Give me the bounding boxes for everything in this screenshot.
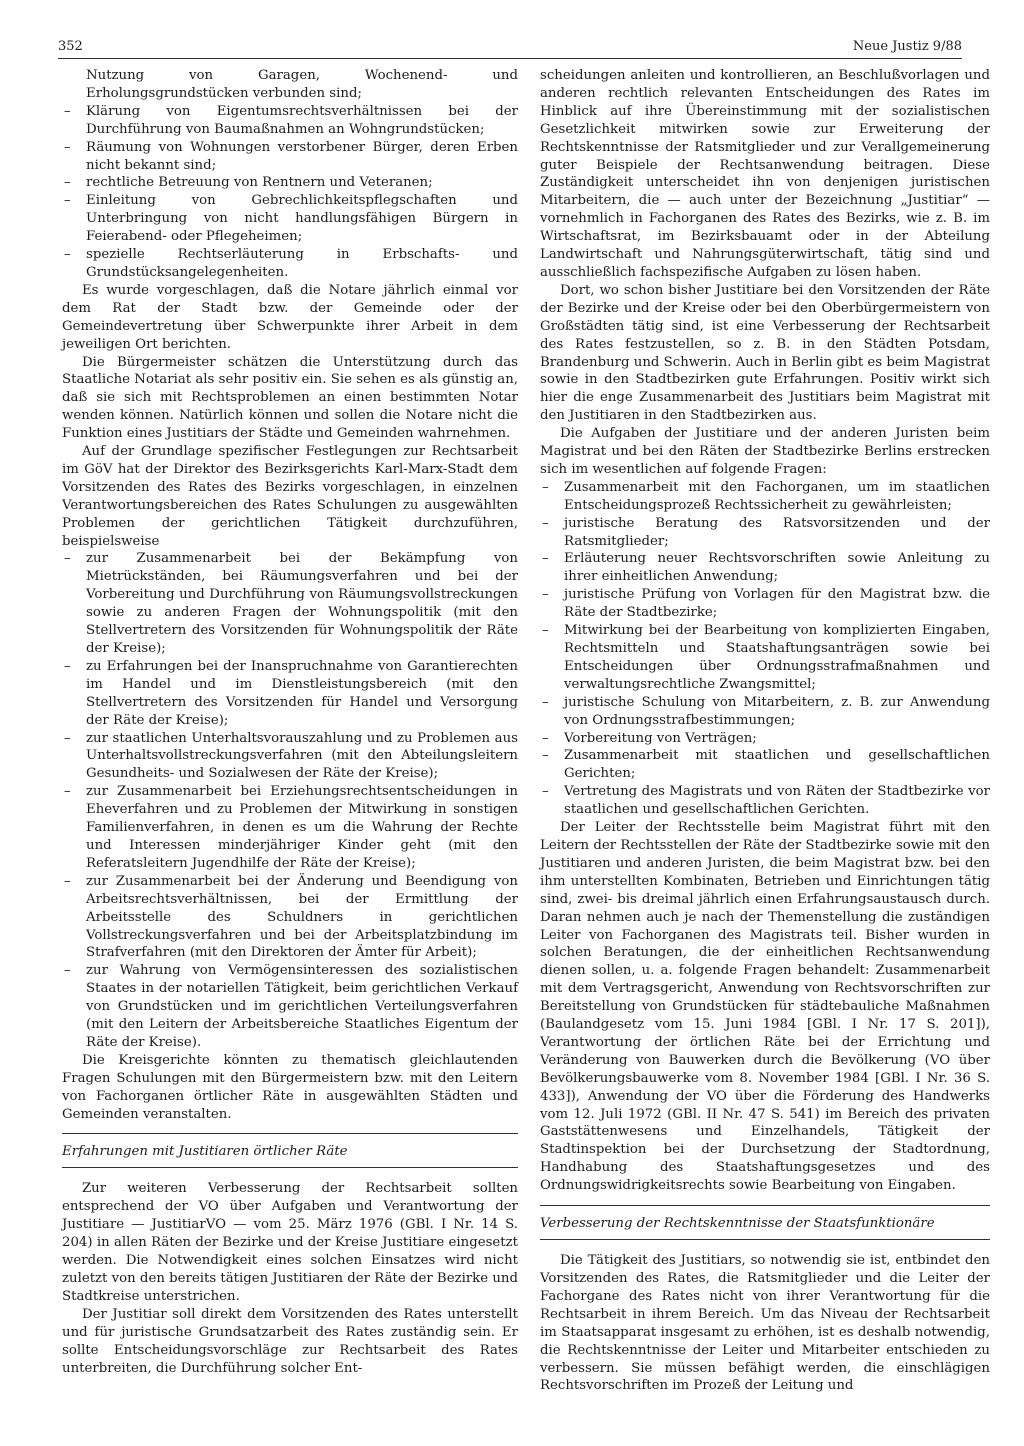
list-item: – spezielle Rechtserläuterung in Erbschafts- und Grundstücksangelegenheiten. (62, 246, 518, 282)
section-heading: Verbesserung der Rechtskenntnisse der Staatsfunktionäre (540, 1205, 990, 1240)
list-item: – Zusammenarbeit mit den Fachorganen, um im staatlichen Entscheidungsprozeß Rechtssicherheit zu gewährleisten; (540, 479, 990, 515)
list-item: – Zusammenarbeit mit staatlichen und gesellschaftlichen Gerichten; (540, 747, 990, 783)
paragraph-justitiar: Der Justitiar soll direkt dem Vorsitzenden des Rates unterstellt und für juristische Grundsatzarbeit des Rates zuständig sein. Er sollte Entscheidungsvorschläge zur Rechtsarbeit des Rates unterbreiten, die Durchführung solcher Ent- (62, 1306, 518, 1376)
paragraph-grundlage: Auf der Grundlage spezifischer Festlegungen zur Rechtsarbeit im GöV hat der Direktor des Bezirksgerichts Karl-Marx-Stadt dem Vorsitzenden des Rates des Bezirks vorgeschlagen, in einzelnen Verantwortungsbereichen des Rates Schulungen zu ausgewählten Problemen der gerichtlichen Tätigkeit durchzuführen, beispielsweise (62, 444, 518, 549)
list-item: – zur Zusammenarbeit bei der Bekämpfung von Mietrückständen, bei Räumungsverfahren und bei der Vorbereitung und Durchführung von Räumungsvollstreckungen sowie zu anderen Fragen der Wohnungspolitik (mit den Stellvertretern des Vorsitzenden für Wohnungspolitik der Räte der Kreise); (62, 550, 518, 657)
list-item: – juristische Beratung des Ratsvorsitzenden und der Ratsmitglieder; (540, 515, 990, 551)
paragraph-leiter: Der Leiter der Rechtsstelle beim Magistrat führt mit den Leitern der Rechtsstellen der Räte der Stadtbezirke sowie mit den Justitiaren und anderen Juristen, die beim Magistrat bzw. bei den ihm unterstellten Kombinaten, Betrieben und Einrichtungen tätig sind, zwei- bis dreimal jährlich einen Erfahrungsaustausch durch. Daran nehmen auch je nach der Themenstellung die zuständigen Leiter von Fachorganen des Magistrats teil. Bisher wurden in solchen Beratungen, die der einheitlichen Rechtsanwendung dienen sollen, u. a. folgende Fragen behandelt: Zusammenarbeit mit dem Vertragsgericht, Anwendung von Rechtsvorschriften zur Bereitstellung von Grundstücken für städtebauliche Maßnahmen (Baulandgesetz vom 15. Juni 1984 [GBl. I Nr. 17 S. 201]), Verantwortung der örtlichen Räte bei der Errichtung und Veränderung von Bauwerken durch die Bevölkerung (VO über Bevölkerungsbauwerke vom 8. November 1984 [GBl. I Nr. 36 S. 433]), Anwendung der VO über die Förderung des Handwerks vom 12. Juli 1972 (GBl. II Nr. 47 S. 541) im Bereich des privaten Gaststättenwesens und Einzelhandels, Tätigkeit der Stadtinspektion bei der Durchsetzung der Stadtordnung, Handhabung des Staatshaftungsgesetzes und des Ordnungswidrigkeitsrechts sowie Bearbeitung von Eingaben. (540, 820, 990, 1194)
section-heading: Erfahrungen mit Justitiaren örtlicher Räte (62, 1133, 518, 1168)
list-item: – zur staatlichen Unterhaltsvorauszahlung und zu Problemen aus Unterhaltsvollstreckungsverfahren (mit den Abteilungsleitern Gesundheits- und Sozialwesen der Räte der Kreise); (62, 730, 518, 784)
paragraph-notare: Es wurde vorgeschlagen, daß die Notare jährlich einmal vor dem Rat der Stadt bzw. der Gemeinde oder der Gemeindevertretung über Schwerpunkte ihrer Arbeit in dem jeweiligen Ort berichten. (62, 282, 518, 352)
paragraph-verbesserung: Zur weiteren Verbesserung der Rechtsarbeit sollten entsprechend der VO über Aufgaben und Verantwortung der Justitiare — JustitiarVO — vom 25. März 1976 (GBl. I Nr. 14 S. 204) in allen Räten der Bezirke und der Kreise Justitiare eingesetzt werden. Die Notwendigkeit eines solchen Einsatzes wird nicht zuletzt von den bereits tätigen Justitiaren der Räte der Bezirke und Stadtkreise unterstrichen. (62, 1181, 518, 1304)
list-item: – Klärung von Eigentumsrechtsverhältnissen bei der Durchführung von Baumaßnahmen an Wohngrundstücken; (62, 103, 518, 139)
page-number: 352 (58, 39, 83, 54)
list-item: – Räumung von Wohnungen verstorbener Bürger, deren Erben nicht bekannt sind; (62, 139, 518, 175)
page-header (58, 38, 962, 59)
task-list (62, 103, 518, 282)
list-item: – Vorbereitung von Verträgen; (540, 730, 990, 748)
continuation-paragraph: Nutzung von Garagen, Wochenend- und Erholungsgrundstücken verbunden sind; (86, 68, 518, 101)
paragraph-dort: Dort, wo schon bisher Justitiare bei den Vorsitzenden der Räte der Bezirke und der Kreise oder bei den Oberbürgermeistern von Großstädten tätig sind, ist eine Verbesserung der Rechtsarbeit des Rates festzustellen, so z. B. in den Städten Potsdam, Brandenburg und Schwerin. Auch in Berlin gibt es beim Magistrat sowie in den Stadtbezirken gute Erfahrungen. Positiv wirkt sich hier die enge Zusammenarbeit des Justitiars beim Magistrat mit den Justitiaren in den Stadtbezirken aus. (540, 282, 990, 424)
list-item: – Vertretung des Magistrats und von Räten der Stadtbezirke vor staatlichen und gesellschaftlichen Gerichten. (540, 783, 990, 819)
list-item: – Erläuterung neuer Rechtsvorschriften sowie Anleitung zu ihrer einheitlichen Anwendung; (540, 550, 990, 586)
list-item: – zur Zusammenarbeit bei der Änderung und Beendigung von Arbeitsrechtsverhältnissen, bei der Ermittlung der Arbeitsstelle des Schuldners in gerichtlichen Vollstreckungsverfahren und bei der Arbeitsplatzbindung im Strafverfahren (mit den Direktoren der Ämter für Arbeit); (62, 873, 518, 963)
continuation-paragraph: scheidungen anleiten und kontrollieren, an Beschlußvorlagen und anderen rechtlich relevanten Entscheidungen des Rates im Hinblick auf ihre Übereinstimmung mit der sozialistischen Gesetzlichkeit mitwirken sowie zur Erweiterung der Rechtskenntnisse der Ratsmitglieder und zur Verallgemeinerung guter Beispiele der Rechtsanwendung beitragen. Diese Zuständigkeit unterscheidet ihn von denjenigen juristischen Mitarbeitern, die — auch unter der Bezeichnung „Justitiar“ — vornehmlich in Fachorganen des Rates des Bezirks, wie z. B. im Wirtschaftsrat, im Bezirksbauamt oder in der Abteilung Landwirtschaft und Nahrungsgüterwirtschaft, tätig sind und ausschließlich fachspezifische Aufgaben zu lösen haben. (540, 68, 990, 280)
paragraph-buergermeister: Die Bürgermeister schätzen die Unterstützung durch das Staatliche Notariat als sehr positiv ein. Sie sehen es als günstig an, daß sie sich mit Rechtsproblemen an einen bestimmten Notar wenden können. Natürlich können und sollen die Notare nicht die Funktion eines Justitiars der Städte und Gemeinden wahrnehmen. (62, 354, 518, 442)
training-list (62, 550, 518, 1051)
list-item: – juristische Schulung von Mitarbeitern, z. B. zur Anwendung von Ordnungsstrafbestimmungen; (540, 694, 990, 730)
list-item: – zur Zusammenarbeit bei Erziehungsrechtsentscheidungen in Eheverfahren und zu Problemen der Mitwirkung in sonstigen Familienverfahren, in denen es um die Wahrung der Rechte und Interessen minderjähriger Kinder geht (mit den Referatsleitern Jugendhilfe der Räte der Kreise); (62, 783, 518, 873)
list-item: – Mitwirkung bei der Bearbeitung von komplizierten Eingaben, Rechtsmitteln und Staatshaftungsanträgen sowie bei Entscheidungen über Ordnungsstrafmaßnahmen und verwaltungsrechtliche Zwangsmittel; (540, 622, 990, 694)
list-item: – zur Wahrung von Vermögensinteressen des sozialistischen Staates in der notariellen Tätigkeit, beim gerichtlichen Verkauf von Grundstücken und im gerichtlichen Verteilungsverfahren (mit den Leitern der Arbeitsbereiche Staatliches Eigentum der Räte der Kreise). (62, 962, 518, 1052)
paragraph-kreisgerichte: Die Kreisgerichte könnten zu thematisch gleichlautenden Fragen Schulungen mit den Bürgermeistern bzw. mit den Leitern von Fachorganen örtlicher Räte in ausgewählten Städten und Gemeinden veranstalten. (62, 1052, 518, 1122)
paragraph-taetigkeit: Die Tätigkeit des Justitiars, so notwendig sie ist, entbindet den Vorsitzenden des Rates, die Ratsmitglieder und die Leiter der Fachorgane des Rates nicht von ihrer Verantwortung für die Rechtsarbeit in ihrem Bereich. Um das Niveau der Rechtsarbeit im Staatsapparat insgesamt zu erhöhen, ist es deshalb notwendig, die Rechtskenntnisse der Leiter und Mitarbeiter entschieden zu verbessern. Sie müssen befähigt werden, die einschlägigen Rechtsvorschriften im Prozeß der Leitung und (540, 1253, 990, 1394)
list-item: – zu Erfahrungen bei der Inanspruchnahme von Garantierechten im Handel und im Dienstleistungsbereich (mit den Stellvertretern des Vorsitzenden für Handel und Versorgung der Räte der Kreise); (62, 658, 518, 730)
journal-issue: Neue Justiz 9/88 (852, 39, 962, 54)
list-item: – Einleitung von Gebrechlichkeitspflegschaften und Unterbringung von nicht handlungsfähigen Bürgern in Feierabend- oder Pflegeheimen; (62, 192, 518, 246)
paragraph-aufgaben: Die Aufgaben der Justitiare und der anderen Juristen beim Magistrat und bei den Räten der Stadtbezirke Berlins erstrecken sich im wesentlichen auf folgende Fragen: (540, 426, 990, 477)
list-item: – juristische Prüfung von Vorlagen für den Magistrat bzw. die Räte der Stadtbezirke; (540, 586, 990, 622)
right-column (540, 67, 990, 1395)
list-item: – rechtliche Betreuung von Rentnern und Veteranen; (62, 174, 518, 192)
left-column (62, 67, 518, 1377)
duties-list (540, 479, 990, 819)
